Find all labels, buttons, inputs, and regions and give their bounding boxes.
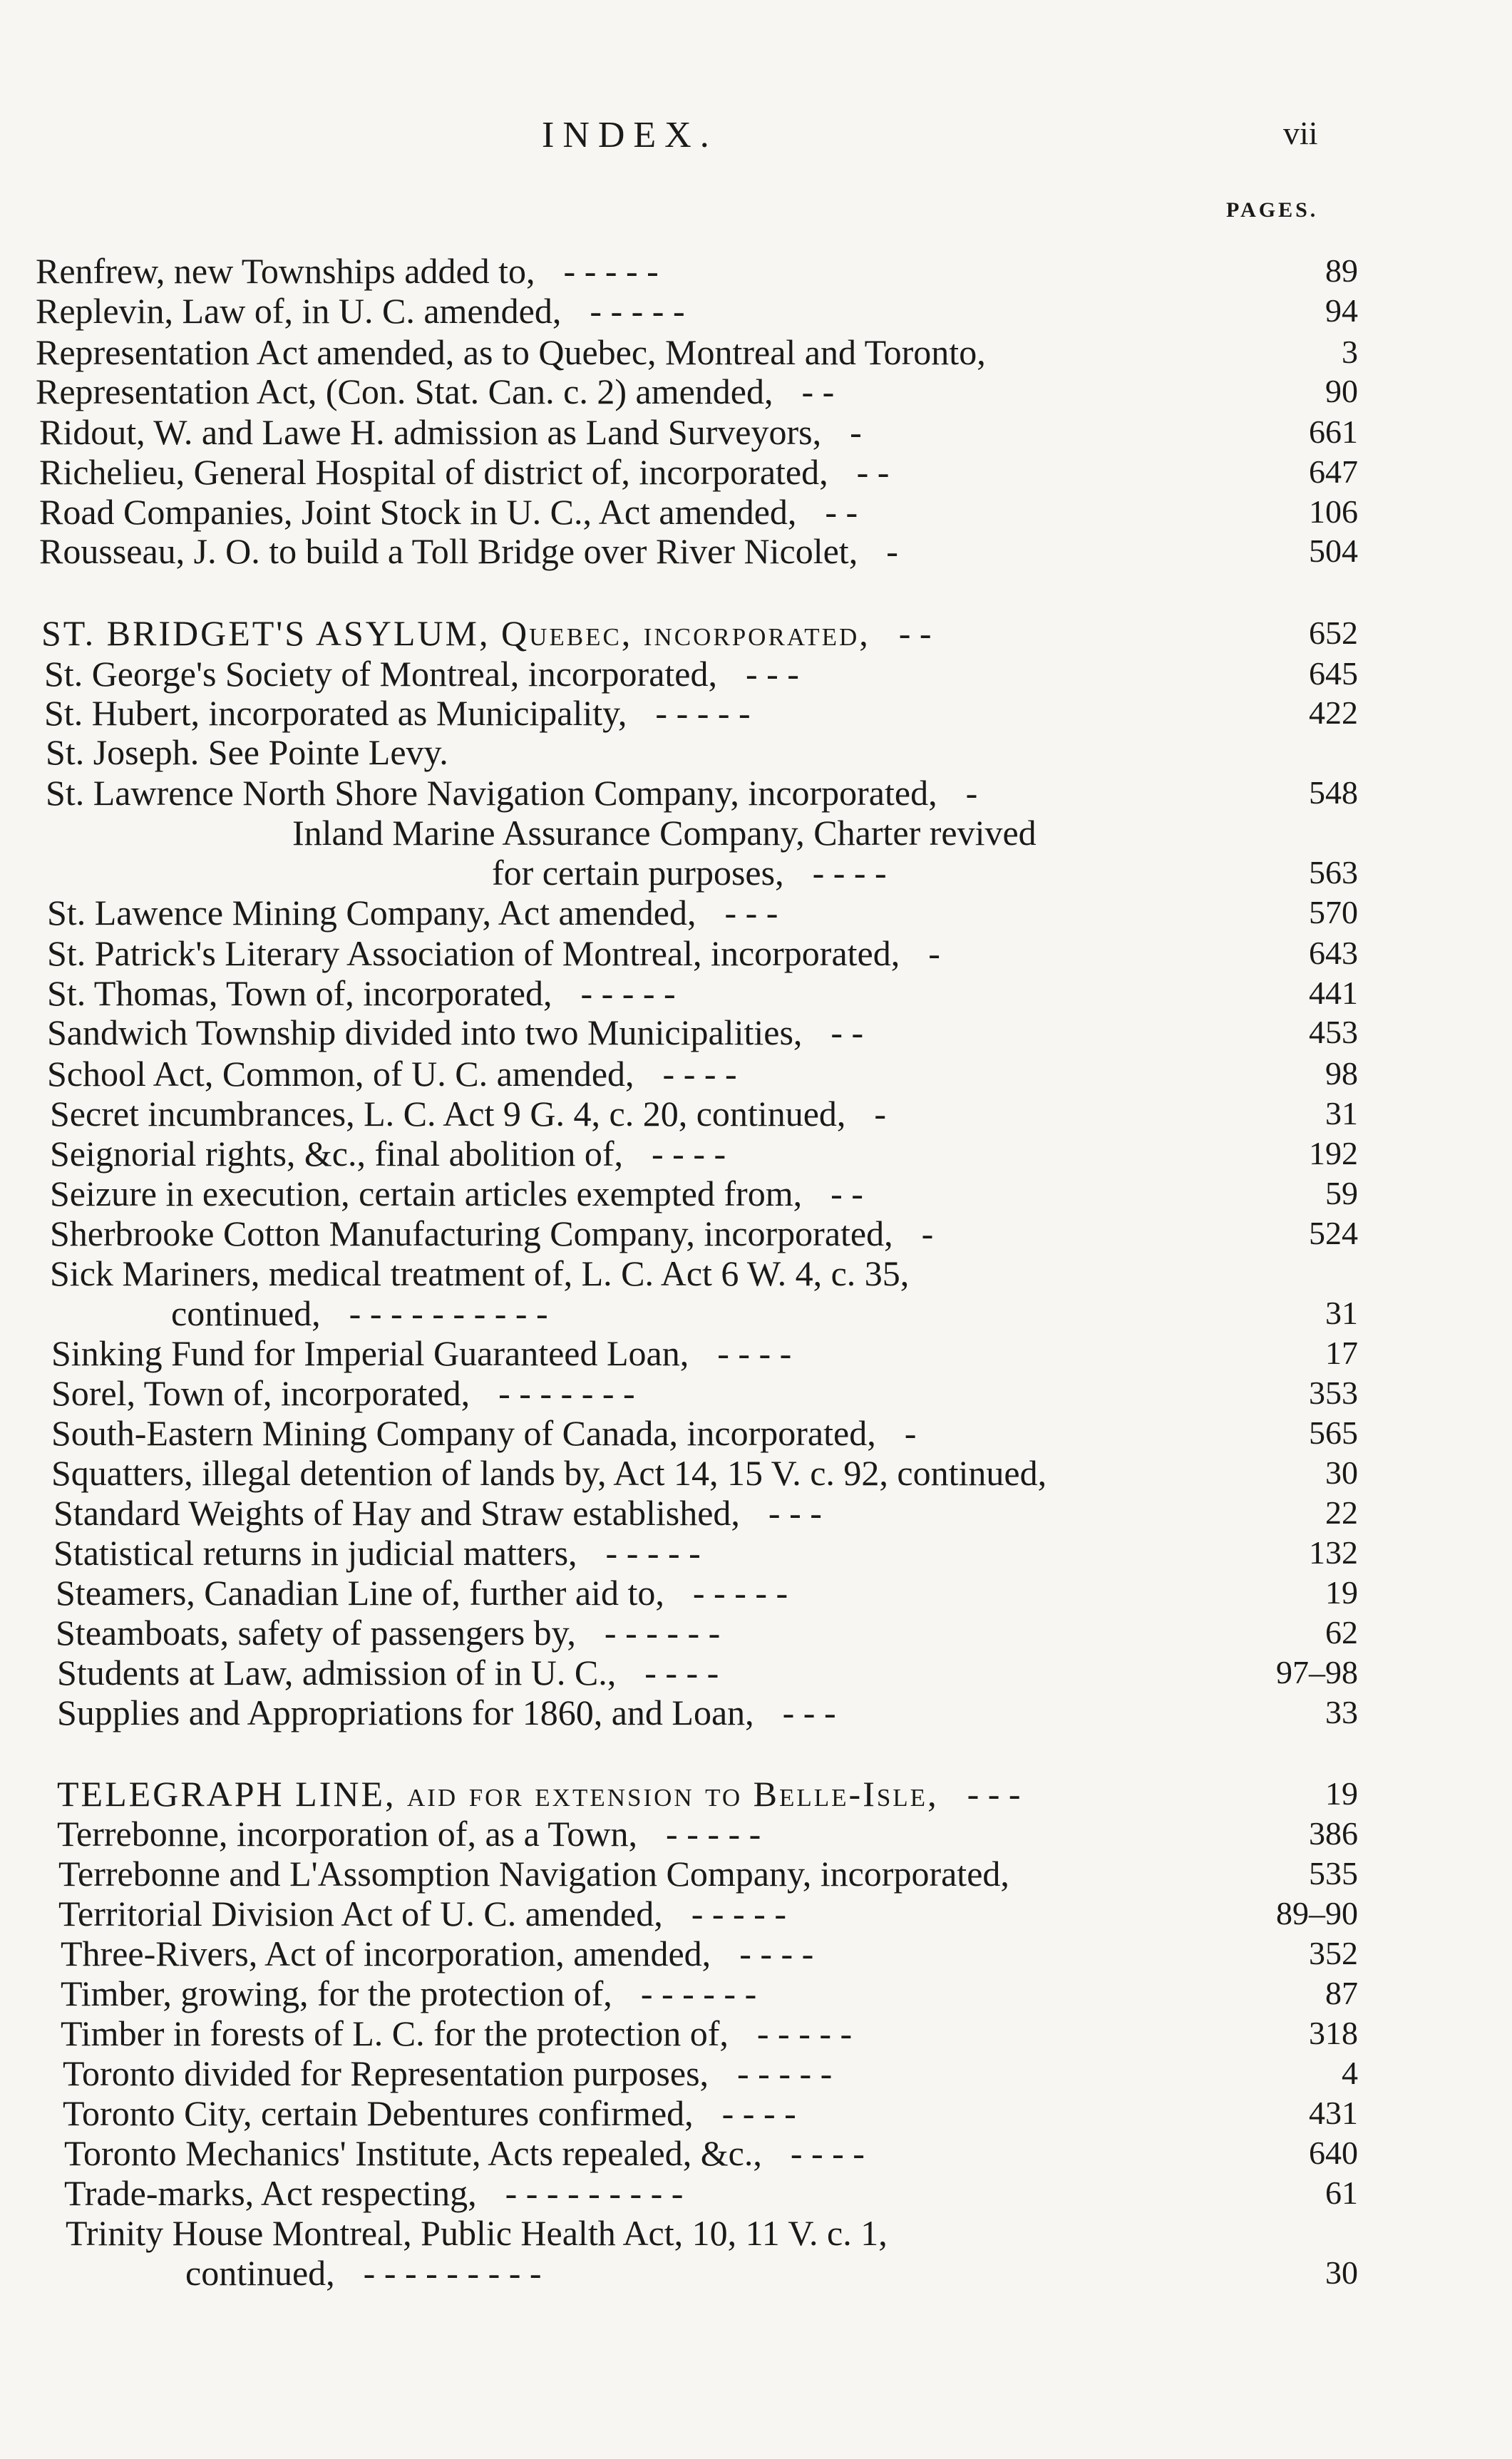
leader-dashes: - - -	[782, 1693, 836, 1732]
index-entry	[56, 1573, 1358, 1613]
leader-dashes: - - - -	[739, 1934, 814, 1973]
index-entry	[36, 371, 1358, 411]
entry-page-number: 3	[1342, 334, 1358, 370]
index-entry	[51, 1333, 1358, 1373]
entry-text: Sinking Fund for Imperial Guaranteed Loan,	[51, 1333, 689, 1373]
index-entry	[36, 332, 1358, 372]
entry-text: continued,	[185, 2253, 335, 2293]
entry-text: Trade-marks, Act respecting,	[64, 2173, 477, 2213]
entry-page-number: 59	[1325, 1175, 1358, 1211]
entry-page-number: 90	[1325, 373, 1358, 409]
index-entry	[64, 2173, 1358, 2213]
entry-text: Richelieu, General Hospital of district of, incorporated,	[39, 452, 828, 492]
index-entry	[47, 1012, 1358, 1052]
leader-dashes: -	[850, 412, 862, 452]
index-entry	[51, 1453, 1358, 1493]
entry-text: Trinity House Montreal, Public Health Act, 10, 11 V. c. 1,	[66, 2213, 888, 2253]
entry-text: Students at Law, admission of in U. C.,	[57, 1653, 617, 1693]
entry-text: Road Companies, Joint Stock in U. C., Act amended,	[39, 492, 797, 532]
entry-text: Terrebonne, incorporation of, as a Town,	[57, 1814, 638, 1854]
index-entry	[57, 1774, 1358, 1814]
leader-dashes: -	[904, 1413, 917, 1453]
entry-page-number: 97–98	[1276, 1654, 1358, 1690]
entry-page-number: 89–90	[1276, 1895, 1358, 1931]
entry-page-number: 89	[1325, 252, 1358, 289]
entry-page-number: 22	[1325, 1494, 1358, 1531]
entry-text: Statistical returns in judicial matters,	[53, 1533, 577, 1573]
leader-dashes: - - - - -	[756, 2013, 853, 2053]
entry-page-number: 652	[1309, 615, 1358, 651]
leader-dashes: - - - - -	[737, 2053, 833, 2093]
entry-text: ST. BRIDGET'S ASYLUM, Quebec, incorporated,	[41, 613, 870, 653]
entry-page-number: 535	[1309, 1855, 1358, 1891]
index-entry	[39, 452, 1358, 492]
entry-text: Ridout, W. and Lawe H. admission as Land Surveyors,	[39, 412, 822, 452]
index-entry	[53, 1493, 1358, 1533]
index-entry	[50, 1174, 1358, 1213]
leader-dashes: - - - - - -	[604, 1613, 721, 1653]
index-entry	[492, 853, 1358, 893]
entry-text: Seignorial rights, &c., final abolition of,	[50, 1134, 624, 1174]
leader-dashes: - - - -	[790, 2133, 865, 2173]
index-entry	[46, 732, 1358, 772]
entry-page-number: 61	[1325, 2175, 1358, 2211]
entry-text: Territorial Division Act of U. C. amended,	[58, 1894, 663, 1934]
leader-dashes: - - -	[745, 654, 799, 694]
entry-page-number: 441	[1309, 975, 1358, 1011]
index-entry	[41, 613, 1358, 653]
entry-text: St. Thomas, Town of, incorporated,	[47, 973, 552, 1013]
entry-page-number: 4	[1342, 2055, 1358, 2091]
entry-page-number: 640	[1309, 2135, 1358, 2171]
entry-text: St. Patrick's Literary Association of Montreal, incorporated,	[47, 933, 900, 973]
index-entry	[53, 1533, 1358, 1573]
leader-dashes: - - - - -	[692, 1573, 788, 1613]
index-entry	[58, 1894, 1358, 1934]
index-entry	[292, 813, 1358, 853]
entry-page-number: 353	[1309, 1375, 1358, 1411]
entry-page-number: 87	[1325, 1975, 1358, 2011]
entry-page-number: 30	[1325, 1454, 1358, 1491]
entry-page-number: 19	[1325, 1574, 1358, 1611]
index-entry	[56, 1613, 1358, 1653]
entry-text: Squatters, illegal detention of lands by, Act 14, 15 V. c. 92, continued,	[51, 1453, 1047, 1493]
entry-text: for certain purposes,	[492, 853, 784, 893]
leader-dashes: - - - - -	[605, 1533, 701, 1573]
leader-dashes: -	[921, 1213, 934, 1253]
leader-dashes: -	[886, 531, 898, 571]
entry-text: Sandwich Township divided into two Municipalities,	[47, 1012, 803, 1052]
leader-dashes: - - - - -	[655, 693, 751, 733]
entry-page-number: 453	[1309, 1014, 1358, 1050]
index-entry	[51, 1373, 1358, 1413]
leader-dashes: - - - - -	[580, 973, 676, 1013]
index-entry	[46, 773, 1358, 813]
entry-text: Supplies and Appropriations for 1860, and Loan,	[57, 1693, 754, 1732]
entry-text: Representation Act amended, as to Quebec, Montreal and Toronto,	[36, 332, 986, 372]
entry-text: St. Lawrence North Shore Navigation Company, incorporated,	[46, 773, 937, 813]
index-entry	[61, 1934, 1358, 1973]
index-entry	[39, 531, 1358, 571]
entry-page-number: 106	[1309, 493, 1358, 530]
leader-dashes: - - - - - - - - -	[363, 2253, 542, 2293]
entry-page-number: 31	[1325, 1295, 1358, 1331]
entry-page-number: 647	[1309, 453, 1358, 490]
entry-text: Renfrew, new Townships added to,	[36, 251, 535, 291]
entry-page-number: 524	[1309, 1215, 1358, 1251]
entry-text: Standard Weights of Hay and Straw established,	[53, 1493, 740, 1533]
index-entry	[50, 1253, 1358, 1293]
index-entry	[57, 1814, 1358, 1854]
entry-page-number: 132	[1309, 1534, 1358, 1571]
index-entry	[44, 693, 1358, 733]
leader-dashes: - - - -	[644, 1653, 719, 1693]
leader-dashes: - - -	[724, 893, 778, 933]
entry-text: Sherbrooke Cotton Manufacturing Company, incorporated,	[50, 1213, 893, 1253]
entry-page-number: 386	[1309, 1815, 1358, 1852]
leader-dashes: - - - - - -	[640, 1973, 757, 2013]
entry-text: Seizure in execution, certain articles exempted from,	[50, 1174, 803, 1213]
index-entry	[50, 1094, 1358, 1134]
entry-text: St. George's Society of Montreal, incorporated,	[44, 654, 717, 694]
index-entry	[51, 1413, 1358, 1453]
index-entry	[63, 2053, 1358, 2093]
leader-dashes: -	[965, 773, 978, 813]
entry-text: Steamboats, safety of passengers by,	[56, 1613, 576, 1653]
index-entry	[50, 1213, 1358, 1253]
entry-page-number: 431	[1309, 2095, 1358, 2131]
entry-text: TELEGRAPH LINE, aid for extension to Belle-Isle,	[57, 1774, 939, 1814]
entry-text: St. Lawence Mining Company, Act amended,	[47, 893, 696, 933]
index-entry	[47, 933, 1358, 973]
index-entry	[36, 291, 1358, 331]
entry-page-number: 17	[1325, 1335, 1358, 1371]
leader-dashes: - - - -	[662, 1054, 737, 1094]
entry-text: Secret incumbrances, L. C. Act 9 G. 4, c. 20, continued,	[50, 1094, 846, 1134]
entry-text: Toronto Mechanics' Institute, Acts repealed, &c.,	[64, 2133, 762, 2173]
entry-page-number: 661	[1309, 414, 1358, 450]
index-entry	[57, 1653, 1358, 1693]
leader-dashes: - - - - -	[666, 1814, 761, 1854]
leader-dashes: - - - - - - - - - -	[349, 1293, 548, 1333]
entry-text: Inland Marine Assurance Company, Charter revived	[292, 813, 1037, 853]
entry-text: Sorel, Town of, incorporated,	[51, 1373, 470, 1413]
entry-text: Toronto divided for Representation purposes,	[63, 2053, 709, 2093]
leader-dashes: - - -	[967, 1774, 1021, 1814]
entry-page-number: 98	[1325, 1055, 1358, 1092]
index-entry	[66, 2213, 1358, 2253]
entry-page-number: 565	[1309, 1415, 1358, 1451]
leader-dashes: -	[928, 933, 940, 973]
entry-text: continued,	[171, 1293, 321, 1333]
entry-page-number: 31	[1325, 1095, 1358, 1131]
leader-dashes: - -	[830, 1174, 863, 1213]
entry-text: St. Joseph. See Pointe Levy.	[46, 732, 448, 772]
entry-page-number: 422	[1309, 694, 1358, 731]
entry-text: Sick Mariners, medical treatment of, L. C. Act 6 W. 4, c. 35,	[50, 1253, 910, 1293]
index-entry	[39, 412, 1358, 452]
leader-dashes: - - -	[768, 1493, 822, 1533]
entry-page-number: 548	[1309, 774, 1358, 811]
entry-page-number: 563	[1309, 854, 1358, 890]
index-entry	[50, 1134, 1358, 1174]
leader-dashes: - - - -	[721, 2093, 796, 2133]
leader-dashes: - - - -	[717, 1333, 792, 1373]
entry-page-number: 62	[1325, 1614, 1358, 1651]
leader-dashes: - -	[856, 452, 890, 492]
leader-dashes: - - - -	[812, 853, 887, 893]
entry-page-number: 318	[1309, 2015, 1358, 2051]
entry-text: School Act, Common, of U. C. amended,	[47, 1054, 634, 1094]
index-entry	[44, 654, 1358, 694]
entry-text: Toronto City, certain Debentures confirmed,	[63, 2093, 694, 2133]
index-entry	[47, 973, 1358, 1013]
entry-page-number: 352	[1309, 1935, 1358, 1971]
entry-page-number: 33	[1325, 1694, 1358, 1730]
leader-dashes: -	[874, 1094, 887, 1134]
index-entry	[61, 1973, 1358, 2013]
entry-text: Representation Act, (Con. Stat. Can. c. 2) amended,	[36, 371, 773, 411]
entry-text: Replevin, Law of, in U. C. amended,	[36, 291, 562, 331]
entry-page-number: 192	[1309, 1135, 1358, 1171]
index-entry	[57, 1693, 1358, 1732]
index-entry	[47, 893, 1358, 933]
leader-dashes: - -	[830, 1012, 864, 1052]
entry-text: St. Hubert, incorporated as Municipality,	[44, 693, 627, 733]
entry-page-number: 30	[1325, 2254, 1358, 2291]
leader-dashes: - - - - - - - - -	[505, 2173, 684, 2213]
index-entry	[36, 251, 1358, 291]
entry-page-number: 570	[1309, 894, 1358, 930]
index-entry	[185, 2253, 1358, 2293]
entry-page-number: 504	[1309, 533, 1358, 569]
page-number: vii	[1283, 115, 1318, 151]
index-entry	[47, 1054, 1358, 1094]
entry-page-number: 19	[1325, 1775, 1358, 1812]
entry-page-number: 643	[1309, 935, 1358, 971]
leader-dashes: - - - - -	[563, 251, 659, 291]
index-entry	[64, 2133, 1358, 2173]
entry-text: Three-Rivers, Act of incorporation, amended,	[61, 1934, 711, 1973]
entry-page-number: 94	[1325, 292, 1358, 329]
index-entry	[171, 1293, 1358, 1333]
pages-column-heading: PAGES.	[1226, 198, 1319, 222]
index-entry	[61, 2013, 1358, 2053]
entry-text: Timber in forests of L. C. for the protection of,	[61, 2013, 729, 2053]
leader-dashes: - - - -	[652, 1134, 726, 1174]
index-entry	[58, 1854, 1358, 1894]
page-title: INDEX.	[542, 115, 718, 155]
entry-text: Steamers, Canadian Line of, further aid to,	[56, 1573, 664, 1613]
leader-dashes: - - - - -	[590, 291, 685, 331]
leader-dashes: - -	[801, 371, 835, 411]
entry-text: Rousseau, J. O. to build a Toll Bridge over River Nicolet,	[39, 531, 858, 571]
leader-dashes: - - - - -	[691, 1894, 786, 1934]
entry-text: South-Eastern Mining Company of Canada, incorporated,	[51, 1413, 876, 1453]
entry-page-number: 645	[1309, 655, 1358, 692]
leader-dashes: - - - - - - -	[498, 1373, 635, 1413]
leader-dashes: - -	[825, 492, 858, 532]
index-entry	[63, 2093, 1358, 2133]
entry-text: Terrebonne and L'Assomption Navigation Company, incorporated,	[58, 1854, 1009, 1894]
index-entry	[39, 492, 1358, 532]
leader-dashes: - -	[898, 613, 932, 653]
entry-text: Timber, growing, for the protection of,	[61, 1973, 612, 2013]
